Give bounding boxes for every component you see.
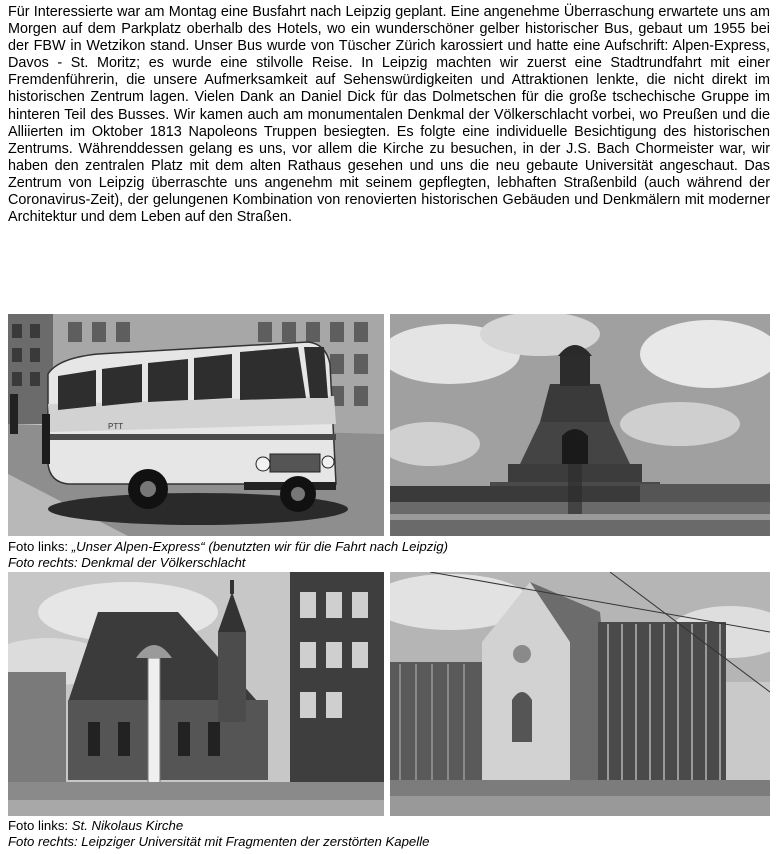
caption-top-left bbox=[8, 539, 448, 555]
caption-top-left-text: „Unser Alpen-Express“ (benutzten wir für die Fahrt nach Leipzig) bbox=[71, 539, 449, 554]
photo-monument bbox=[390, 314, 770, 536]
photo-nikolaikirche bbox=[8, 572, 384, 816]
caption-top-right: Foto rechts: Denkmal der Völkerschlacht bbox=[8, 555, 246, 570]
caption-bottom-left bbox=[8, 818, 183, 834]
photo-universitaet bbox=[390, 572, 770, 816]
bus-sign: PTT bbox=[108, 422, 124, 431]
caption-bottom-right: Foto rechts: Leipziger Universität mit Fragmenten der zerstörten Kapelle bbox=[8, 834, 430, 849]
caption-top-left-prefix: Foto links: bbox=[8, 539, 72, 554]
article-paragraph: Für Interessierte war am Montag eine Busfahrt nach Leipzig geplant. Eine angenehme Überraschung erwartete uns am Morgen auf dem Parkplatz oberhalb des Hotels, wo ein wunderschöner gelber historischer Bus, gebaut um 1955 bei der FBW in Wetzikon stand. Unser Bus wurde von Tüscher Zürich karossiert und hatte eine Aufschrift: Alpen-Express, Davos - St. Moritz; es wurde eine stilvolle Reise. In Leipzig machten wir zuerst eine Stadtrundfahrt mit einer Fremdenführerin, die unsere Aufmerksamkeit auf Sehenswürdigkeiten und Attraktionen lenkte, die nicht direkt im historischen Zentrum lagen. Vielen Dank an Daniel Dick für das Dolmetschen für die große tschechische Gruppe im hinteren Teil des Busses. Wir kamen auch am monumentalen Denkmal der Völkerschlacht vorbei, wo Preußen und die Alliierten im Oktober 1813 Napoleons Truppen besiegten. Es folgte eine individuelle Besichtigung des historischen Zentrums. Währenddessen gelang es uns, vor allem die Kirche zu besuchen, in der J.S. Bach Chormeister war, wir haben den zentralen Platz mit dem alten Rathaus gesehen und uns die neu gebaute Universität angeschaut. Das Zentrum von Leipzig überraschte uns angenehm mit seinem gepflegten, lebhaften Straßenbild (auch während der Coronavirus-Zeit), der gelungenen Kombination von renovierten historischen Gebäuden und Denkmälern mit moderner Architektur und dem Leben auf den Straßen. bbox=[8, 4, 770, 226]
caption-bottom-left-prefix: Foto links: bbox=[8, 818, 72, 833]
caption-bottom-left-text: St. Nikolaus Kirche bbox=[71, 818, 184, 833]
photo-bus bbox=[8, 314, 384, 536]
